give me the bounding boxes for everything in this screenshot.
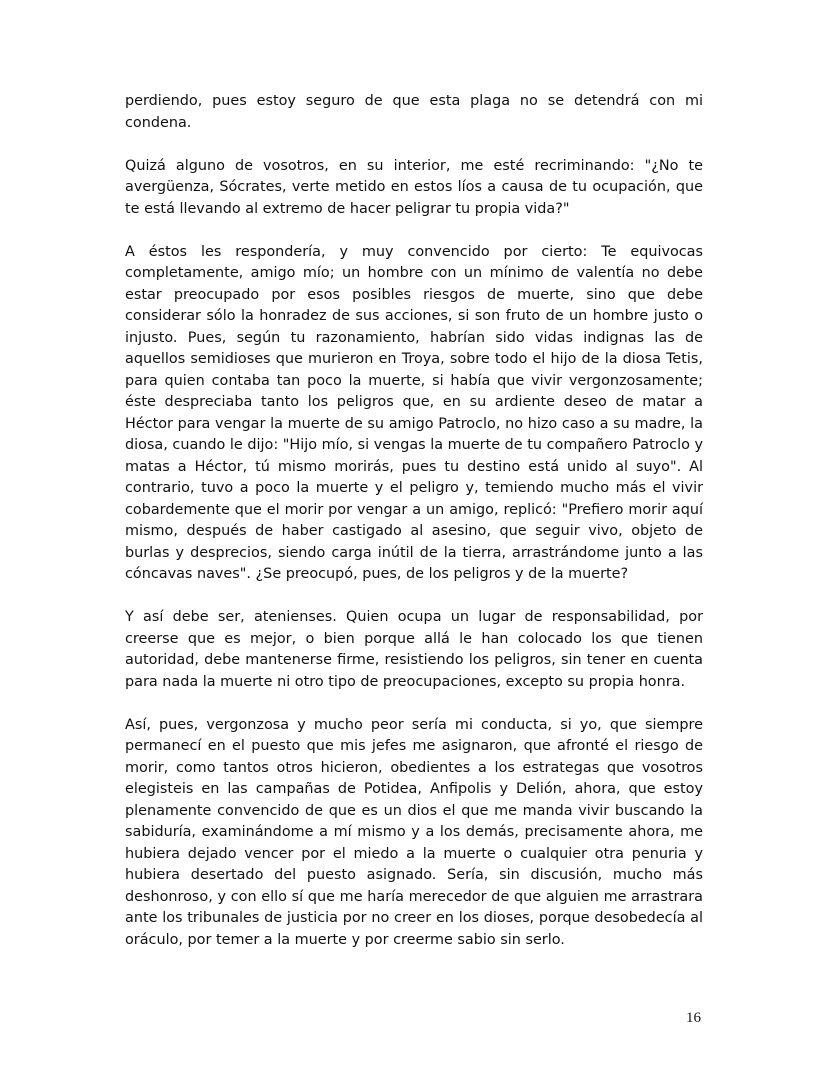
paragraph-2: Quizá alguno de vosotros, en su interior, me esté recriminando: "¿No te avergüenza, Sócrates, verte metido en estos líos a causa de tu ocupación, que te está llevando al extremo de hacer peligrar tu propia vida?" xyxy=(125,157,703,217)
paragraph-3: A éstos les respondería, y muy convencido por cierto: Te equivocas completamente, amigo mío; un hombre con un mínimo de valentía no debe estar preocupado por esos posibles riesgos de muerte, sino que debe considerar sólo la honradez de sus acciones, si son fruto de un hombre justo o injusto. Pues, según tu razonamiento, habrían sido vidas indignas las de aquellos semidioses que murieron en Troya, sobre todo el hijo de la diosa Tetis, para quien contaba tan poco la muerte, si había que vivir vergonzosamente; éste despreciaba tanto los peligros que, en su ardiente deseo de matar a Héctor para vengar la muerte de su amigo Patroclo, no hizo caso a su madre, la diosa, cuando le dijo: "Hijo mío, si vengas la muerte de tu compañero Patroclo y matas a Héctor, tú mismo morirás, pues tu destino está unido al suyo". Al contrario, tuvo a poco la muerte y el peligro y, temiendo mucho más el vivir cobardemente que el morir por vengar a un amigo, replicó: "Prefiero morir aquí mismo, después de haber castigado al asesino, que seguir vivo, objeto de burlas y desprecios, siendo carga inútil de la tierra, arrastrándome junto a las cóncavas naves". ¿Se preocupó, pues, de los peligros y de la muerte? xyxy=(125,243,703,582)
body-text xyxy=(125,91,703,973)
paragraph-1: perdiendo, pues estoy seguro de que esta plaga no se detendrá con mi condena. xyxy=(125,93,703,131)
paragraph-4: Y así debe ser, atenienses. Quien ocupa un lugar de responsabilidad, por creerse que es mejor, o bien porque allá le han colocado los que tienen autoridad, debe mantenerse firme, resistiendo los peligros, sin tener en cuenta para nada la muerte ni otro tipo de preocupaciones, excepto su propia honra. xyxy=(125,609,703,690)
paragraph-5: Así, pues, vergonzosa y mucho peor sería mi conducta, si yo, que siempre permanecí en el puesto que mis jefes me asignaron, que afronté el riesgo de morir, como tantos otros hicieron, obedientes a los estrategas que vosotros elegisteis en las campañas de Potidea, Anfipolis y Delión, ahora, que estoy plenamente convencido de que es un dios el que me manda vivir buscando la sabiduría, examinándome a mí mismo y a los demás, precisamente ahora, me hubiera dejado vencer por el miedo a la muerte o cualquier otra penuria y hubiera desertado del puesto asignado. Sería, sin discusión, mucho más deshonroso, y con ello sí que me haría merecedor de que alguien me arrastrara ante los tribunales de justicia por no creer en los dioses, porque desobedecía al oráculo, por temer a la muerte y por creerme sabio sin serlo. xyxy=(125,716,703,948)
page-number: 16 xyxy=(686,1010,701,1026)
